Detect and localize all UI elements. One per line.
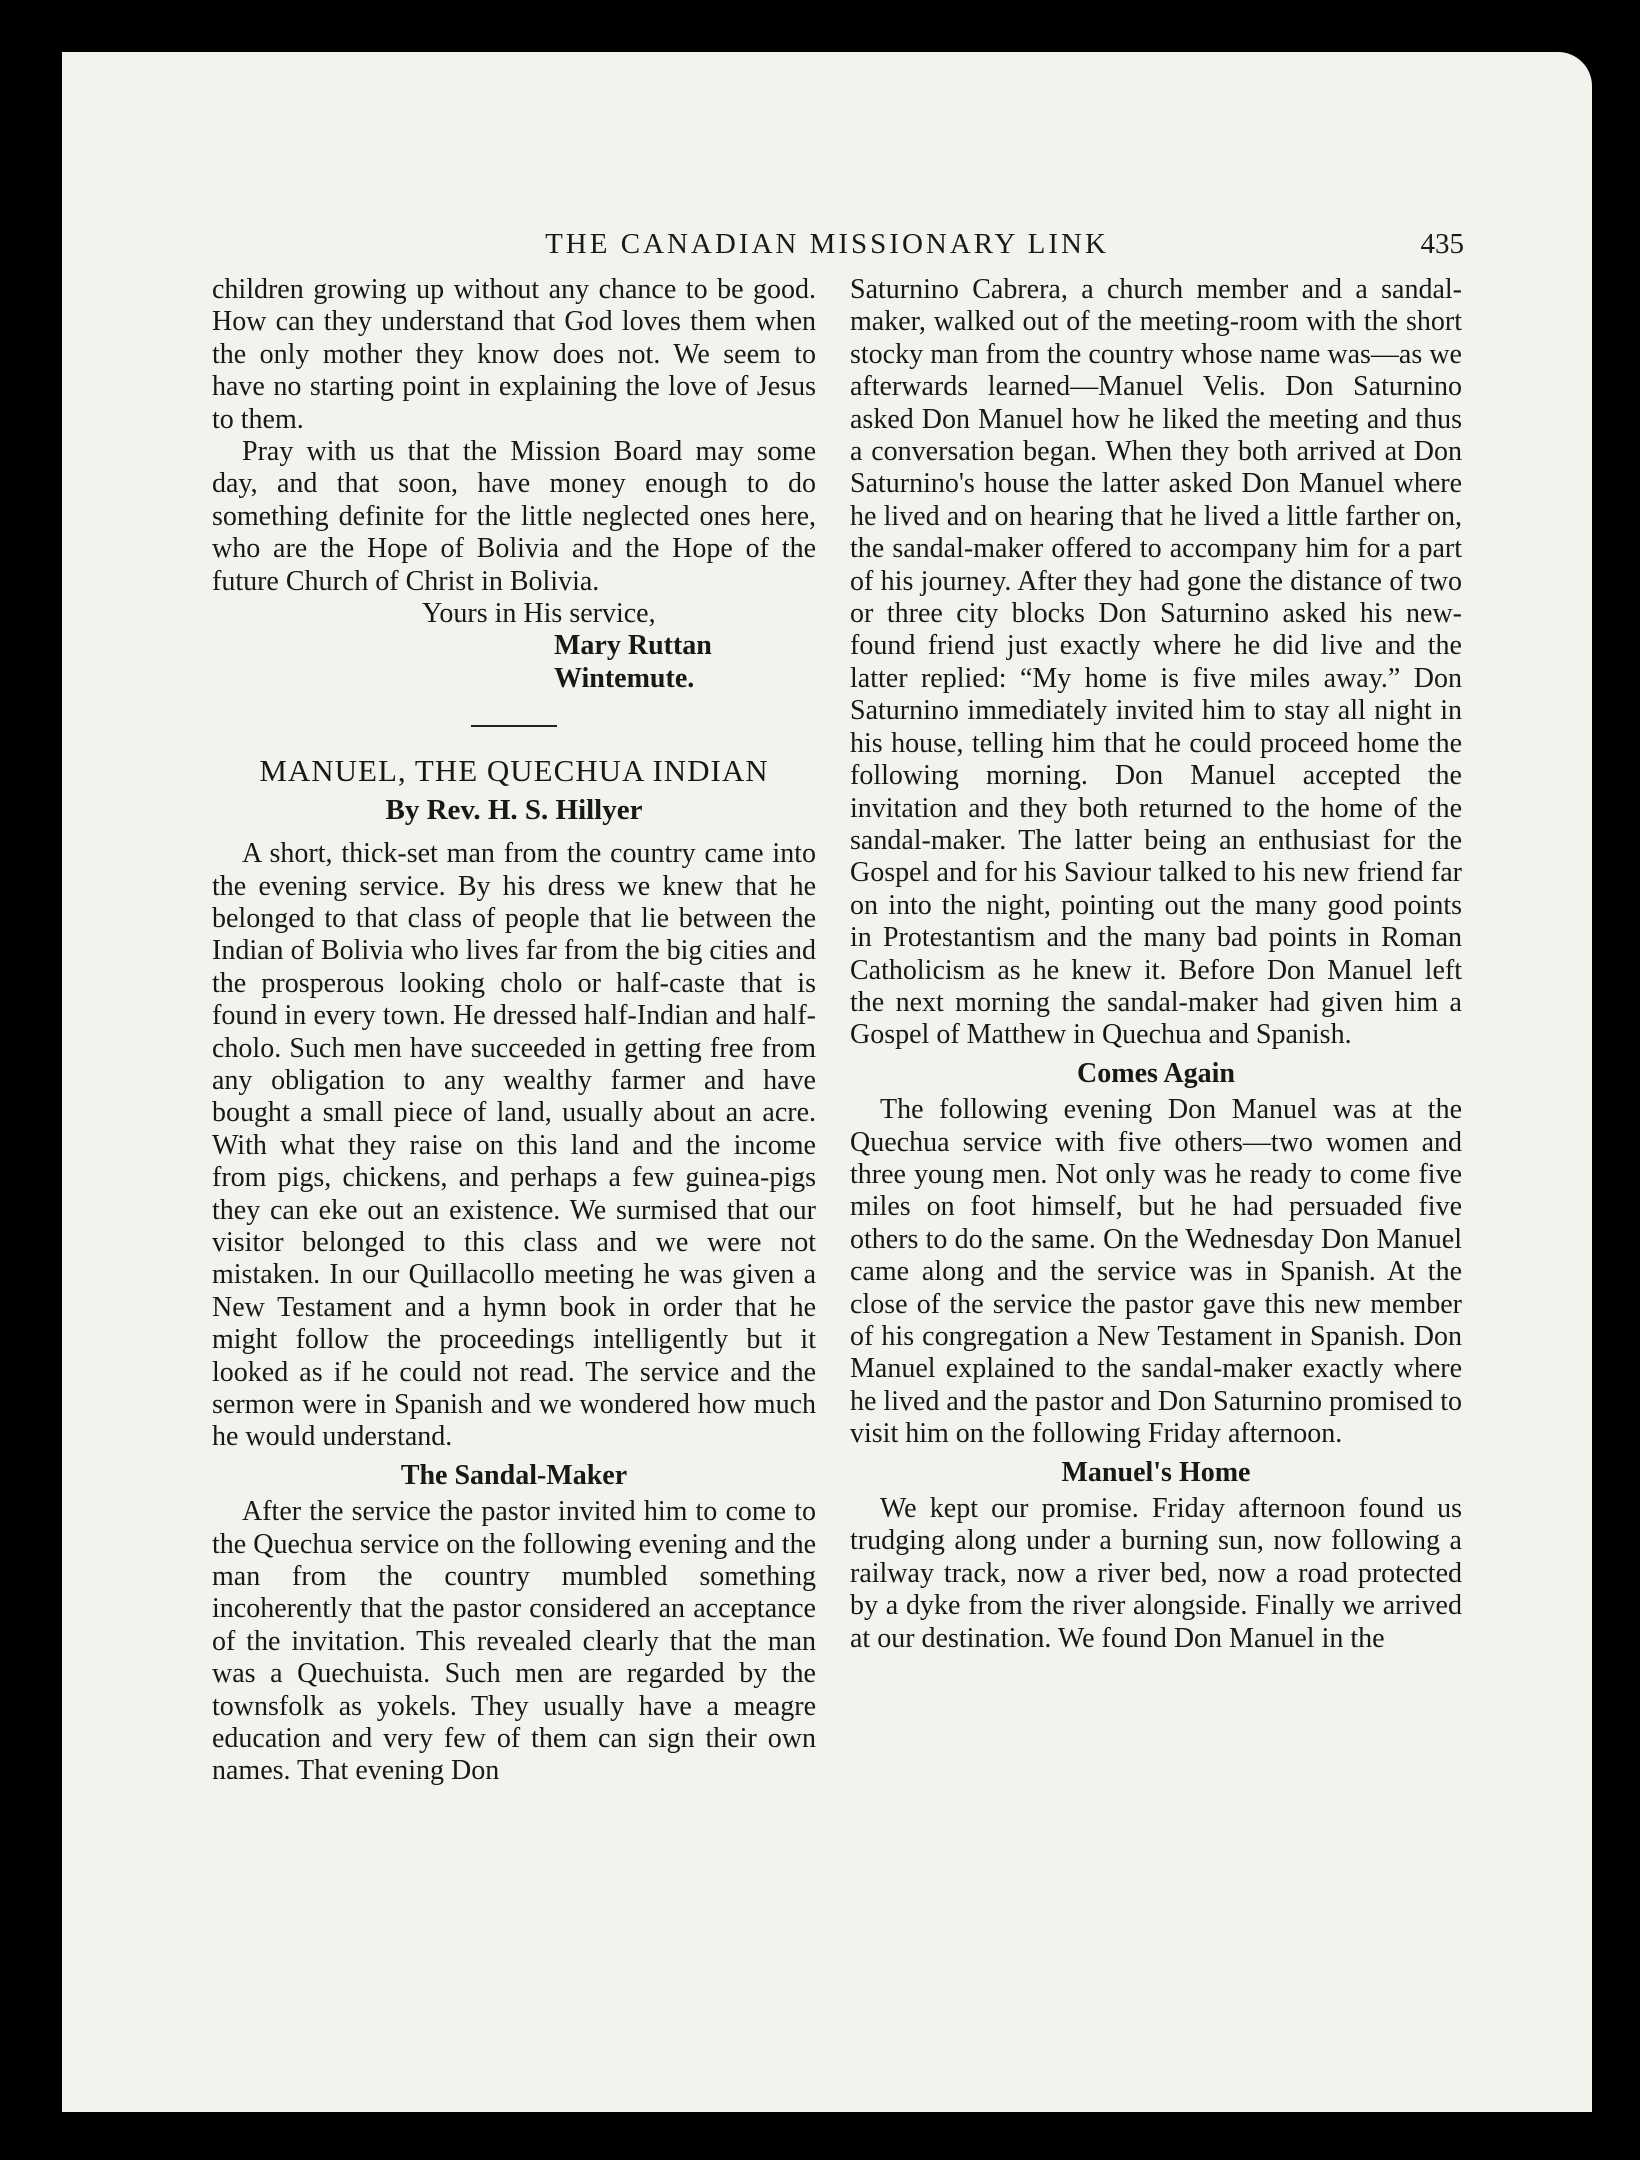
article-title: MANUEL, THE QUECHUA INDIAN	[259, 753, 769, 789]
continued-paragraph-right: Saturnino Cabrera, a church member and a sandal-maker, walked out of the meeting-room with the short stocky man from the country whose name was—as we afterwards learned—Manuel Velis. Don Saturnino asked Don Manuel how he liked the meeting and thus a conversation began. When they both arrived at Don Saturnino's house the latter asked Don Manuel where he lived and on hearing that he lived a little farther on, the sandal-maker offered to accompany him for a part of his journey. After they had gone the distance of two or three city blocks Don Saturnino asked his new-found friend just exactly where he did live and the latter replied: “My home is five miles away.” Don Saturnino immediately invited him to stay all night in his house, telling him that he could proceed home the following morning. Don Manuel accepted the invitation and they both returned to the home of the sandal-maker. The latter being an enthusiast for the Gospel and for his Saviour talked to his new friend far on into the night, pointing out the many good points in Protestantism and the many bad points in Roman Catholicism as he knew it. Before Don Manuel left the next morning the sandal-maker had given him a Gospel of Matthew in Quechua and Spanish.	[850, 274, 1462, 1051]
comes-again-paragraph: The following evening Don Manuel was at the Quechua service with five others—two women and three young men. Not only was he ready to come five miles on foot himself, but he had persuaded five others to do the same. On the Wednesday Don Manuel came along and the service was in Spanish. At the close of the service the pastor gave this new member of his congregation a New Testament in Spanish. Don Manuel explained to the sandal-maker exactly where he lived and the pastor and Don Saturnino promised to visit him on the following Friday afternoon.	[850, 1094, 1462, 1450]
magazine-title: THE CANADIAN MISSIONARY LINK	[545, 228, 1109, 260]
letter-closing	[212, 598, 816, 695]
magazine-page	[62, 52, 1592, 2112]
section-divider	[471, 725, 557, 727]
subhead-sandal-maker: The Sandal-Maker	[400, 1459, 628, 1491]
running-header	[62, 228, 1592, 268]
article-byline: By Rev. H. S. Hillyer	[385, 793, 643, 826]
intro-paragraph: A short, thick-set man from the country came into the evening service. By his dress we knew that he belonged to that class of people that lie between the Indian of Bolivia who lives far from the big cities and the prosperous looking cholo or half-caste that is found in every town. He dressed half-Indian and half-cholo. Such men have succeeded in getting free from any obligation to any wealthy farmer and have bought a small piece of land, usually about an acre. With what they raise on this land and the income from pigs, chickens, and perhaps a few guinea-pigs they can eke out an existence. We surmised that our visitor belonged to this class and we were not mistaken. In our Quillacollo meeting he was given a New Testament and a hymn book in order that he might follow the proceedings intelligently but it looked as if he could not read. The service and the sermon were in Spanish and we wondered how much he would understand.	[212, 838, 816, 1453]
right-column	[850, 274, 1462, 1655]
left-column	[212, 274, 816, 1788]
manuels-home-paragraph: We kept our promise. Friday afternoon found us trudging along under a burning sun, now following a railway track, now a river bed, now a road protected by a dyke from the river alongside. Finally we arrived at our destination. We found Don Manuel in the	[850, 1493, 1462, 1654]
continued-paragraph: children growing up without any chance to be good. How can they understand that God loves them when the only mother they know does not. We seem to have no starting point in explaining the love of Jesus to them.	[212, 274, 816, 435]
signature: Mary Ruttan Wintemute.	[554, 630, 712, 694]
prayer-paragraph: Pray with us that the Mission Board may some day, and that soon, have money enough to do something definite for the little neglected ones here, who are the Hope of Bolivia and the Hope of the future Church of Christ in Bolivia.	[212, 436, 816, 597]
sandal-maker-paragraph: After the service the pastor invited him to come to the Quechua service on the following evening and the man from the country mumbled something incoherently that the pastor considered an acceptance of the invitation. This revealed clearly that the man was a Quechuista. Such men are regarded by the townsfolk as yokels. They usually have a meagre education and very few of them can sign their own names. That evening Don	[212, 1496, 816, 1787]
subhead-comes-again: Comes Again	[1077, 1057, 1235, 1089]
closing-salutation: Yours in His service,	[422, 598, 656, 630]
subhead-manuels-home: Manuel's Home	[1061, 1456, 1251, 1488]
page-number: 435	[1420, 228, 1464, 260]
